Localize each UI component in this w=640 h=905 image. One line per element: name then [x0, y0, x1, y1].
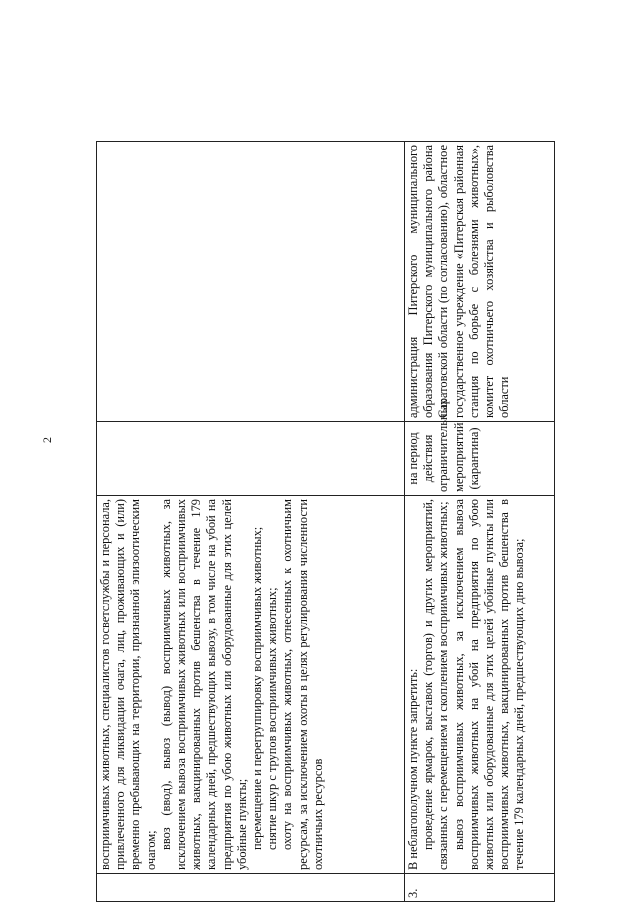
measures-cell: [405, 496, 555, 874]
executor-text: администрация Питерского муниципального образования Питерского муниципального района Саратовской области (по согласованию), областное государственное учреждение «Питерская районная станция по борьбе с болезнями животных», комитет охотничьего хозяйства и рыболовства области: [406, 145, 512, 418]
measure-paragraph: В неблагополучном пункте запретить:: [406, 668, 420, 870]
measure-paragraph: перемещение и перегруппировку восприимчивых животных;: [250, 526, 265, 850]
measure-paragraph: вывоз восприимчивых животных, за исключением вывоза восприимчивых животных на убой на предприятия по убою животных или оборудованные для этих целей убойные пункты или восприимчивых животных, вакцинированных против бешенства в течение 179 календарных дней, предшествующих дню вывоза;: [451, 499, 527, 870]
term-cell: [97, 422, 405, 496]
measure-paragraph: проведение ярмарок, выставок (торгов) и других мероприятий, связанных с перемещением и скоплением восприимчивых животных;: [421, 499, 451, 870]
table-row: [405, 142, 555, 902]
measures-table-wrap: [96, 142, 554, 902]
row-number-cell: [97, 874, 405, 902]
measures-table: [96, 141, 555, 902]
table-row: [97, 142, 405, 902]
executor-cell: [405, 142, 555, 422]
term-cell: на период действия ограничительных мероприятий (карантина): [405, 422, 555, 496]
measure-paragraph: ввоз (ввод), вывоз (вывод) восприимчивых животных, за исключением вывоза восприимчивых животных или восприимчивых животных, вакцинированных против бешенства в течение 179 календарных дней, предшествующих вывозу, в том числе на убой на предприятия по убою животных или оборудованные для этих целей убойные пункты;: [158, 499, 249, 870]
row-number-cell: 3.: [405, 874, 555, 902]
measures-cell: [97, 496, 405, 874]
measure-paragraph: охоту на восприимчивых животных, отнесенных к охотничьим ресурсам, за исключением охоты в целях регулирования численности охотничьих ресурсов: [280, 499, 325, 870]
measure-paragraph: снятие шкур с трупов восприимчивых животных;: [265, 587, 280, 850]
page-number: 2: [40, 437, 54, 443]
measure-paragraph: восприимчивых животных, специалистов госветслужбы и персонала, привлеченного для ликвидации очага, лиц, проживающих и (или) временно пребывающих на территории, признанной эпизоотическим очагом;: [98, 499, 158, 870]
executor-cell: [97, 142, 405, 422]
